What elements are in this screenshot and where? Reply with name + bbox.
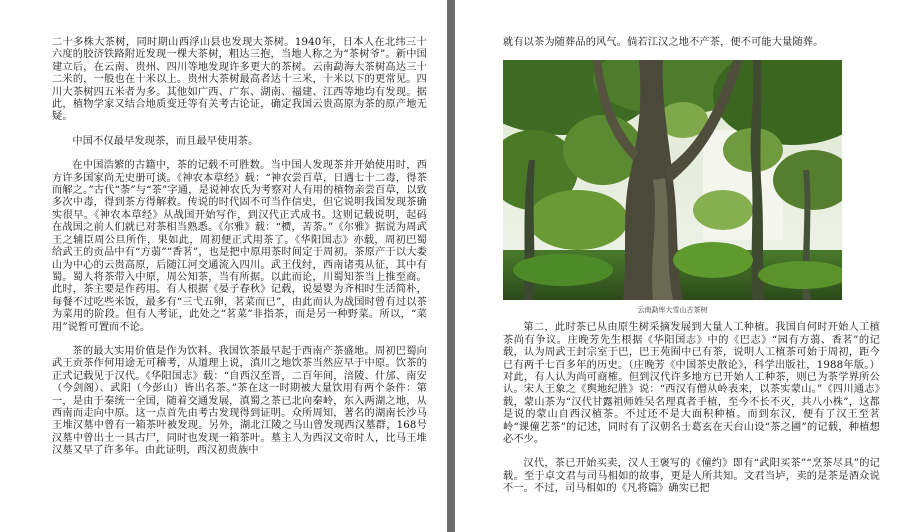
ancient-tea-tree-photo	[503, 60, 842, 300]
page-gutter	[447, 0, 455, 532]
right-page	[455, 0, 900, 532]
paragraph: 二十多株大茶树，同时期山西浮山县也发现大茶树。1940年，日本人在北纬三十六度的胶济铁路附近发现一棵大茶树，粗达三抱，当地人称之为“茶树爷”。新中国建立后，在云南、贵州、四川等地发现许多更大的茶树。云南勐海大茶树高达三十二米的，一般也在十米以上。贵州大茶树最高者达十三米，十米以下的更常见。四川大茶树四五米者为多。其他如广西、广东、湖南、福建、江西等地均有发现。据此，植物学家又结合地质变迁等有关考古论证，确定我国云贵高原为茶的原产地无疑。	[52, 37, 427, 123]
paragraph: 中国不仅最早发现茶，而且最早使用茶。	[72, 135, 259, 147]
paragraph: 在中国浩繁的古籍中，茶的记载不可胜数。当中国人发现茶并开始使用时，西方许多国家尚无史册可谈。《神农本草经》载：“神农尝百草，日遇七十二毒，得茶而解之。”古代“荼”与“茶”字通，是说神农氏为考察对人有用的植物亲尝百草，以致多次中毒，得到茶方得解救。传说的时代固不可当作信史，但它说明我国发现茶确实很早。《神农本草经》从战国开始写作，到汉代正式成书。这则记载说明，起码在战国之前人们就已对茶相当熟悉。《尔雅》载：“槚，苦荼。”《尔雅》据说为周武王之辅臣周公旦所作，果如此，周初便正式用茶了。《华阳国志》亦载，周初巴蜀给武王的贡品中有“方蒻”“香茗”，也是把中原用茶时间定于周初。茶原产于以大娄山为中心的云贵高原，后随江河交通流入四川。武王伐纣，西南诸夷从征，其中有蜀。蜀人将茶带入中原，周公知茶，当有所据。以此而论，川蜀知茶当上推至商。此时，茶主要是作药用。有人根据《晏子春秋》记载，说晏婴为齐相时生活简朴，每餐不过吃些米饭，最多有“三弋五卵，茗菜而已”，由此而认为战国时曾有过以茶为菜用的阶段。但有人考证，此处之“茗菜”非指茶，而是另一种野菜。所以，“菜用”说暂可置而不论。	[52, 160, 427, 333]
left-page	[0, 0, 447, 532]
paragraph: 汉代，茶已开始买卖，汉人王褒写的《僮约》即有“武阳买茶”“烹茶尽具”的记载。至于卓文君与司马相如的故事，更是人所共知。文君当垆，卖的是茶是酒众说不一。不过，司马相如的《凡将篇》确实已把	[503, 458, 880, 495]
paragraph: 茶的最大实用价值是作为饮料。我国饮茶最早起于西南产茶盛地。周初巴蜀向武王贡茶作何用途无可稽考，从道理上说，滇川之地饮茶当然应早于中原。饮茶的正式记载见于汉代。《华阳国志》载：“自西汉至晋，二百年间，涪陵、什邡、南安（今剑阁）、武阳（今彭山）皆出名茶。”茶在这一时期被大量饮用有两个条件：第一，是由于秦统一全国，随着交通发展，滇蜀之茶已北向秦岭，东入两湖之地，从西南而走向中原。这一点首先由考古发现得到证明。众所周知，著名的湖南长沙马王堆汉墓中曾有一箱茶叶被发现。另外，湖北江陵之马山曾发现西汉墓群，168号汉墓中曾出土一具古尸，同时也发现一箱茶叶。墓主人为西汉文帝时人，比马王堆汉墓又早了许多年。由此证明，西汉初贵族中	[52, 345, 427, 457]
paragraph: 就有以茶为随葬品的风气。倘若江汉之地不产茶，便不可能大量随葬。	[503, 37, 824, 48]
figure-caption: 云南勐库大雪山古茶树	[637, 306, 708, 315]
paragraph: 第二，此时茶已从由原生树采摘发展到大量人工种植。我国自何时开始人工植茶尚有争议。庄晚芳先生根据《华阳国志》中的《巴志》“园有方蒻、香茗”的记载，认为周武王封宗室于巴，巴王苑囿中已有茶，说明人工植茶可始于周初，距今已有两千七百多年的历史。（庄晚芳《中国茶史散论》，科学出版社，1988年版。）对此，有人认为尚可商榷。但到汉代许多地方已开始人工种茶，则已为茶学界所公认。宋人王象之《舆地纪胜》说：“西汉有僧从岭表来，以茶实蒙山。”《四川通志》载，蒙山茶为“汉代甘露祖师姓吴名理真者手植，至今不长不灭，共八小株”，这都是说的蒙山自西汉植茶。不过还不是大面积种植。而到东汉，便有了汉王至茗岭“课僮艺茶”的记述，同时有了汉朝名士葛玄在天台山设“茶之圃”的记载，种植想必不少。	[503, 322, 880, 446]
